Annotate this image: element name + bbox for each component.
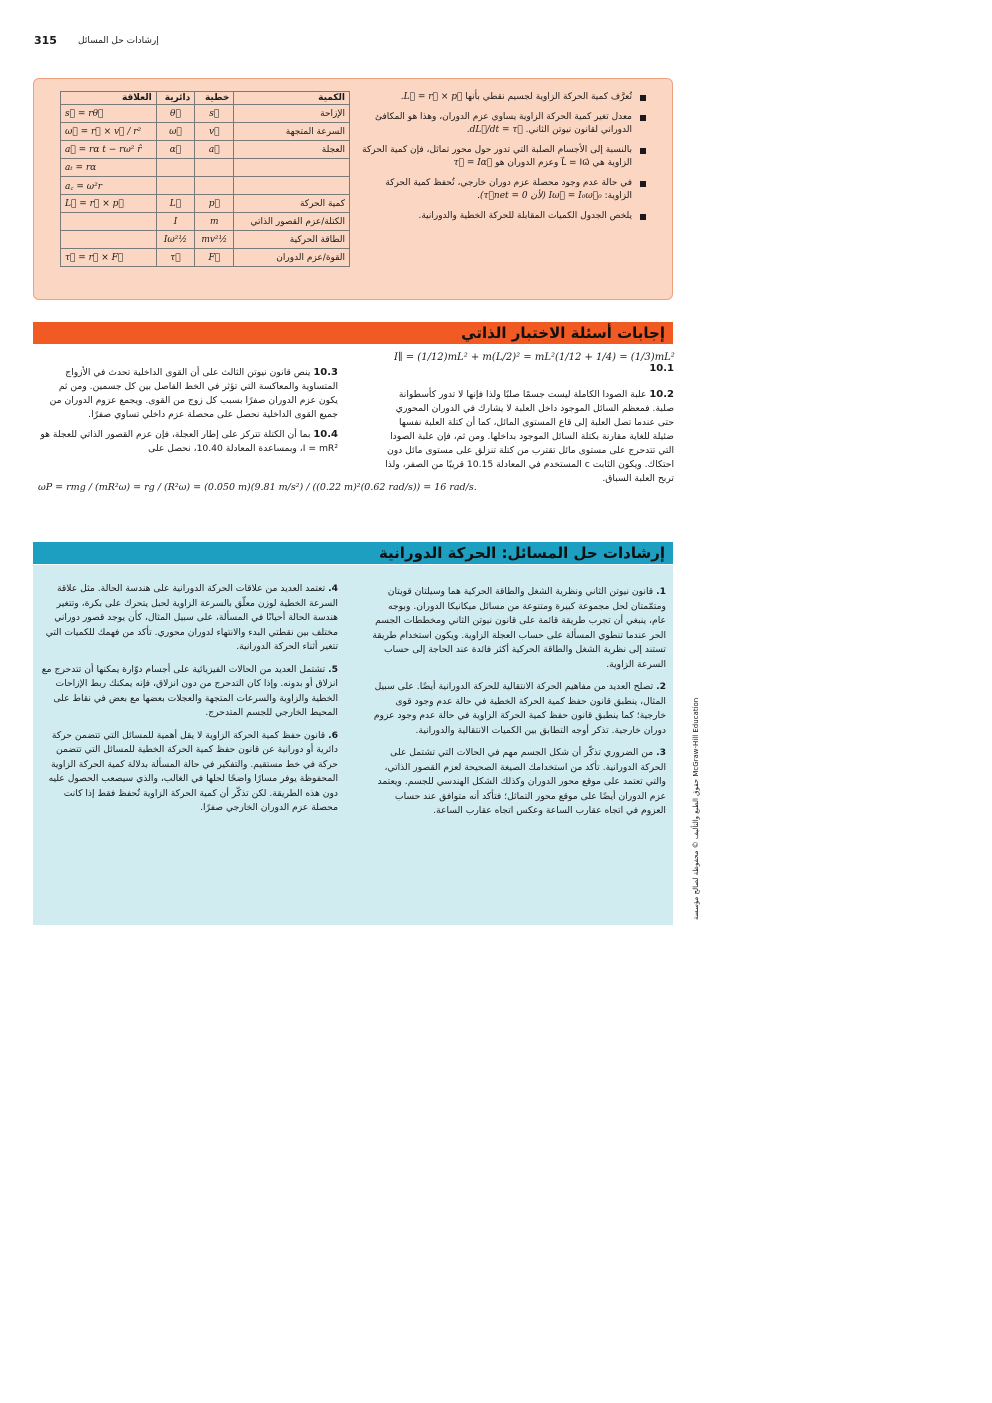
answer-10-2 (378, 388, 674, 486)
table-cell: τ⃗ = r⃗ × F⃗ (61, 249, 157, 267)
table-cell (234, 177, 350, 195)
answer-10-2-text: علبة الصودا الكاملة ليست جسمًا صلبًا ولذا فإنها لا تدور كأسطوانة صلبة. فمعظم السائل الموجود داخل العلبة لا يشارك في الدوران المحوري حتى عندما تصل العلبة إلى قاع المستوى المائل، كما أن كتلة العلبة نفسها ضئيلة للغاية مقارنة بكتلة السائل الموجود بداخلها. ومن ثم، فإن علبة الصودا التي تتدحرج على مستوى مائل تقترب من كتلة تنزلق على مستوى مائل دون احتكاك. ويكون الثابت c المستخدم في المعادلة 10.15 قريبًا من الصفر، ولذا تربح العلبة السباق. (385, 389, 674, 484)
tip-item: 2. تصلح العديد من مفاهيم الحركة الانتقالية للحركة الدورانية أيضًا. على سبيل المثال، ينطبق قانون حفظ كمية الحركة الخطية في حالة عدم وجود قوى خارجية؛ كما ينطبق قانون حفظ كمية الحركة الزاوية في حالة عدم وجود عزوم دوران خارجية. تذكر أوجه التطابق بين الكميات الانتقالية والدورانية. (373, 681, 666, 736)
answer-10-3-text: ينص قانون نيوتن الثالث على أن القوى الداخلية تحدث في الأزواج المتساوية والمعاكسة التي تؤثر في الخط الفاصل بين كل جسمين. ومن ثم يكون عزم الدوران صفرًا بسبب كل زوج من القوى. ويجمع عزوم الدوران من جميع القوى الداخلية نحصل على محصلة عزم داخلي تساوي صفرًا. (49, 367, 338, 420)
answer-10-4-number: 10.4 (313, 429, 338, 440)
quantities-table (60, 91, 350, 267)
copyright-notice: حقوق الطبع والتأليف © محفوظة لصالح مؤسسة McGraw-Hill Education (692, 697, 700, 920)
table-row (61, 141, 350, 159)
summary-bullet: يلخص الجدول الكميات المقابلة للحركة الخطية والدورانية. (356, 210, 646, 224)
table-cell: F⃗ (195, 249, 234, 267)
table-row (61, 213, 350, 231)
tip-item: 6. قانون حفظ كمية الحركة الزاوية لا يقل أهمية للمسائل التي تتضمن حركة دائرية أو دورانية عن قانون حفظ كمية الحركة الخطية للمسائل التي تتضمن حركة في خط مستقيم. والتفكير في حالة المسألة بدلالة كمية الحركة الزاوية المحفوظة يوفر مسارًا واضحًا لحلها في الغالب، والذي سيصعب الحصول عليه دون هذه الطريقة. لكن تذكّر أن كمية الحركة الزاوية تُحفظ فقط إذا كانت محصلة عزم الدوران الخارجي صفرًا. (48, 729, 338, 813)
table-cell (156, 177, 195, 195)
table-cell: θ⃗ (156, 105, 195, 123)
table-cell: a⃗ (195, 141, 234, 159)
table-cell: الكتلة/عزم القصور الذاتي (234, 213, 350, 231)
answer-10-4-equation: ωP = rmg / (mR²ω) = rg / (R²ω) = (0.050 m)(9.81 m/s²) / ((0.22 m)²(0.62 rad/s)) = 16 rad/s. (38, 482, 477, 493)
table-cell: s⃗ (195, 105, 234, 123)
column-header-rotational: دائرية (156, 92, 195, 105)
table-cell (61, 213, 157, 231)
table-cell (195, 177, 234, 195)
page-number: 315 (34, 34, 57, 47)
summary-bullet: بالنسبة إلى الأجسام الصلبة التي تدور حول محور تماثل، فإن كمية الحركة الزاوية هي L⃗ = Iω⃗ وعزم الدوران هو τ⃗ = Iα⃗ (356, 144, 646, 171)
tips-column-left (38, 582, 338, 824)
table-row (61, 249, 350, 267)
table-cell: ω⃗ = r⃗ × v⃗ / r² (61, 123, 157, 141)
tip-item: 1. قانون نيوتن الثاني ونظرية الشغل والطاقة الحركية هما وسيلتان قويتان ومتمّمتان لحل مجموعة كبيرة ومتنوعة من مسائل ميكانيكا الدوران. وبوجه عام، ينبغي أن تجرب طريقة قائمة على قانون نيوتن الثاني ومخططات الجسم الحر عندما تنطوي المسألة على حساب العجلة الزاوية. ويكون استخدام طريقة تستند إلى نظرية الشغل والطاقة الحركية أكثر فائدة عند الحاجة إلى حساب السرعة الزاوية. (372, 586, 666, 670)
tip-item: 4. تعتمد العديد من علاقات الحركة الدورانية على هندسة الحالة. مثل علاقة السرعة الخطية لوزن معلّق بالسرعة الزاوية لحبل يتحرك على بكرة، وتتغير هندسة الحالة أحيانًا في المسألة، على سبيل المثال، كأن يوجد قصور دوراني مختلف بين نقطتي البدء والانتهاء لدوران محوري. تأكد من فهمك للكميات التي تتغير أثناء الحركة الدورانية. (45, 583, 338, 652)
tip-item: 3. من الضروري تذكّر أن شكل الجسم مهم في الحالات التي تشتمل على الحركة الدورانية. تأكد من استخدامك الصيغة الصحيحة لعزم القصور الذاتي، والتي تعتمد على موقع محور الدوران وكذلك الشكل الهندسي للجسم. ويعتمد عزم الدوران أيضًا على موقع محور التماثل؛ فتأكد أنه متوافق عند حساب العزوم في اتجاه عقارب الساعة وعكس اتجاه عقارب الساعة. (377, 747, 666, 816)
table-cell (156, 159, 195, 177)
column-header-quantity: الكمية (234, 92, 350, 105)
column-header-relation: العلاقة (61, 92, 157, 105)
table-cell: الطاقة الحركية (234, 231, 350, 249)
table-cell (234, 159, 350, 177)
table-cell: ½Iω² (156, 231, 195, 249)
column-header-linear: خطية (195, 92, 234, 105)
table-row (61, 159, 350, 177)
tip-item: 5. تشتمل العديد من الحالات الفيزيائية على أجسام دوّارة يمكنها أن تتدحرج مع انزلاق أو بدونه. وإذا كان التدحرج من دون انزلاق، فإنه يمكنك ربط الإزاحات الخطية والزاوية والسرعات المتجهة والعجلات بعضها مع بعض في نقاط على المحيط الخارجي للجسم المتدحرج. (41, 663, 338, 718)
answer-10-3-and-10-4 (38, 366, 338, 456)
summary-bullet: في حالة عدم وجود محصلة عزم دوران خارجي، تُحفظ كمية الحركة الزاوية: Iω⃗ = I₀ω⃗₀ (لأن τ⃗net = 0). (356, 177, 646, 204)
summary-box (33, 78, 673, 300)
answer-10-2-number: 10.2 (649, 389, 674, 400)
table-cell (195, 159, 234, 177)
table-row (61, 123, 350, 141)
answer-10-4-text: بما أن الكتلة تتركز على إطار العجلة، فإن عزم القصور الذاتي للعجلة هو I = mR²، وبمساعدة المعادلة 10.40، نحصل على (40, 429, 338, 454)
table-cell: v⃗ (195, 123, 234, 141)
table-cell: a꜀ = ω²r (61, 177, 157, 195)
answer-10-1-number: 10.1 (649, 363, 674, 374)
table-cell: aₜ = rα (61, 159, 157, 177)
summary-bullet: معدل تغير كمية الحركة الزاوية يساوي عزم الدوران، وهذا هو المكافئ الدوراني لقانون نيوتن الثاني. dL⃗/dt = τ⃗. (356, 111, 646, 138)
answer-10-3-number: 10.3 (313, 367, 338, 378)
table-cell: α⃗ (156, 141, 195, 159)
table-cell: العجلة (234, 141, 350, 159)
table-cell: L⃗ (156, 195, 195, 213)
table-cell: ½mv² (195, 231, 234, 249)
table-cell: s⃗ = rθ⃗ (61, 105, 157, 123)
table-cell: كمية الحركة (234, 195, 350, 213)
table-cell: L⃗ = r⃗ × p⃗ (61, 195, 157, 213)
table-cell: m (195, 213, 234, 231)
table-cell: τ⃗ (156, 249, 195, 267)
self-test-banner: إجابات أسئلة الاختبار الذاتي (33, 322, 673, 344)
answer-10-1 (394, 352, 674, 374)
running-header: إرشادات حل المسائل (78, 36, 159, 46)
table-cell: I (156, 213, 195, 231)
table-cell: السرعة المتجهة (234, 123, 350, 141)
table-row (61, 177, 350, 195)
summary-bullets (356, 91, 646, 229)
table-cell (61, 231, 157, 249)
table-row (61, 105, 350, 123)
summary-bullet: تُعرَّف كمية الحركة الزاوية لجسيم نقطي بأنها L⃗ = r⃗ × p⃗. (356, 91, 646, 105)
answer-10-4 (38, 428, 338, 456)
table-row (61, 195, 350, 213)
answer-10-1-equation: I∥ = (1/12)mL² + m(L/2)² = mL²(1/12 + 1/4) = (1/3)mL² (394, 352, 675, 363)
table-cell: ω⃗ (156, 123, 195, 141)
tips-banner: إرشادات حل المسائل: الحركة الدورانية (33, 542, 673, 564)
tips-column-right (370, 585, 666, 827)
table-row (61, 231, 350, 249)
table-header-row (61, 92, 350, 105)
table-cell: الإزاحة (234, 105, 350, 123)
table-cell: p⃗ (195, 195, 234, 213)
table-cell: القوة/عزم الدوران (234, 249, 350, 267)
table-cell: a⃗ = rα t − rω² r̂ (61, 141, 157, 159)
answer-10-3 (38, 366, 338, 422)
